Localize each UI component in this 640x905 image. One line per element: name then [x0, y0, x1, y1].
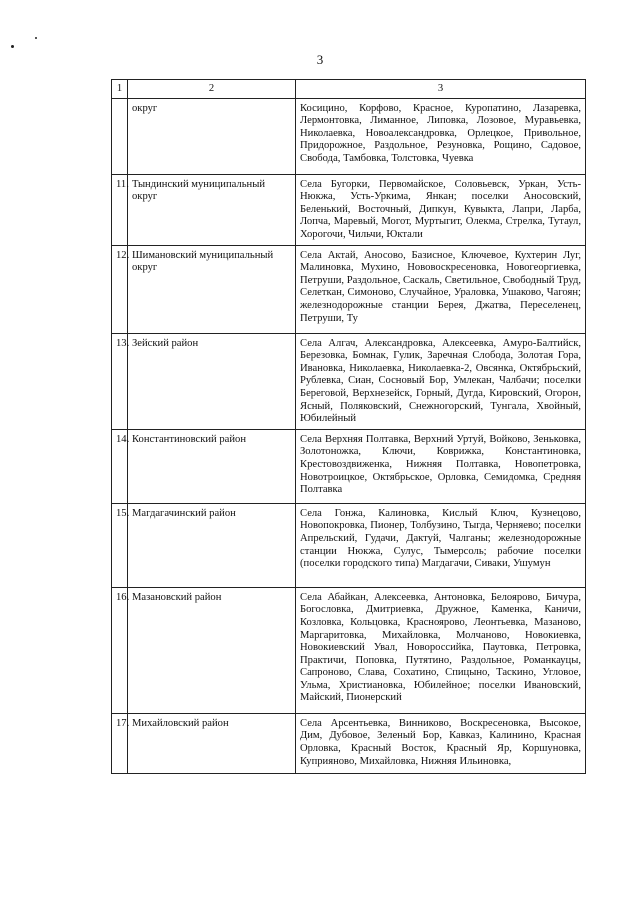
table-row	[112, 245, 586, 333]
row-number: 12.	[112, 245, 128, 333]
row-number: 17.	[112, 713, 128, 773]
district-name: Мазановский район	[128, 587, 296, 713]
table-row	[112, 98, 586, 174]
district-name: Зейский район	[128, 333, 296, 429]
settlements-list: Села Арсентьевка, Винниково, Воскресеновка, Высокое, Дим, Дубовое, Зеленый Бор, Кавказ, Калинино, Красная Орловка, Красный Восток, Красный Яр, Коршуновка, Куприяново, Михайловка, Нижняя Ильиновка,	[296, 713, 586, 773]
settlements-list: Косицино, Корфово, Красное, Куропатино, Лазаревка, Лермонтовка, Лиманное, Липовка, Лозовое, Муравьевка, Николаевка, Новоалександровка, Орлецкое, Привольное, Придорожное, Раздольное, Резуновка, Рощино, Садовое, Свобода, Тамбовка, Толстовка, Чуевка	[296, 98, 586, 174]
district-name: Тындинский муниципальный округ	[128, 174, 296, 245]
district-name: Магдагачинский район	[128, 503, 296, 587]
header-col-1: 1	[112, 80, 128, 99]
district-name: Михайловский район	[128, 713, 296, 773]
page-number: 3	[316, 52, 324, 67]
settlements-table	[111, 79, 586, 774]
header-col-2: 2	[128, 80, 296, 99]
district-name: Шимановский муниципальный округ	[128, 245, 296, 333]
row-number: 16.	[112, 587, 128, 713]
table-row	[112, 333, 586, 429]
district-name: округ	[128, 98, 296, 174]
district-name: Константиновский район	[128, 429, 296, 503]
settlements-list: Села Алгач, Александровка, Алексеевка, Амуро-Балтийск, Березовка, Бомнак, Гулик, Заречная Слобода, Золотая Гора, Ивановка, Николаевка, Николаевка-2, Овсянка, Октябрьский, Рублевка, Сиан, Сосновый Бор, Умлекан, Чалбачи; поселки Береговой, Верхнезейск, Горный, Дугда, Кировский, Огорон, Ясный, Поляковский, Снежногорский, Тунгала, Хвойный, Юбилейный	[296, 333, 586, 429]
settlements-list: Села Бугорки, Первомайское, Соловьевск, Уркан, Усть-Нюкжа, Усть-Уркима, Янкан; поселки Аносовский, Беленький, Восточный, Дипкун, Кувыкта, Лапри, Ларба, Лопча, Маревый, Могот, Муртыгит, Олекма, Стрелка, Тутаул, Хорогочи, Чильчи, Юктали	[296, 174, 586, 245]
row-number: 11.	[112, 174, 128, 245]
settlements-list: Села Абайкан, Алексеевка, Антоновка, Белоярово, Бичура, Богословка, Дмитриевка, Дружное, Каменка, Каничи, Козловка, Кольцовка, Красноярово, Леонтьевка, Мазаново, Маргаритовка, Михайловка, Молчаново, Новокиевка, Новокиевский Увал, Новороссийка, Паутовка, Петровка, Практичи, Поповка, Путятино, Раздольное, Романкауцы, Сапроново, Слава, Сохатино, Спицыно, Таскино, Угловое, Ульма, Христиановка, Юбилейное; поселки Ивановский, Майский, Пионерский	[296, 587, 586, 713]
row-number: 14.	[112, 429, 128, 503]
table-header-row	[112, 80, 586, 99]
table-row	[112, 713, 586, 773]
scan-speck	[11, 45, 14, 48]
settlements-list: Села Гонжа, Калиновка, Кислый Ключ, Кузнецово, Новопокровка, Пионер, Толбузино, Тыгда, Черняево; поселки Апрельский, Гудачи, Дактуй, Чалганы; железнодорожные станции Нюкжа, Сулус, Тымерсоль; рабочие поселки (поселки городского типа) Магдагачи, Сиваки, Ушумун	[296, 503, 586, 587]
settlements-list: Села Актай, Аносово, Базисное, Ключевое, Кухтерин Луг, Малиновка, Мухино, Нововоскресеновка, Новогеоргиевка, Петруши, Раздольное, Саскаль, Светильное, Свободный Труд, Селеткан, Симоново, Случайное, Ураловка, Ушаково, Чагоян; железнодорожные станции Берея, Джатва, Переселенец, Петруши, Ту	[296, 245, 586, 333]
row-number	[112, 98, 128, 174]
table-row	[112, 174, 586, 245]
table-row	[112, 429, 586, 503]
settlements-list: Села Верхняя Полтавка, Верхний Уртуй, Войково, Зеньковка, Золотоножка, Ключи, Коврижка, Константиновка, Крестовоздвиженка, Нижняя Полтавка, Новопетровка, Новотроицкое, Октябрьское, Орловка, Семидомка, Средняя Полтавка	[296, 429, 586, 503]
header-col-3: 3	[296, 80, 586, 99]
row-number: 13.	[112, 333, 128, 429]
table-row	[112, 503, 586, 587]
table-row	[112, 587, 586, 713]
scan-speck	[35, 37, 37, 39]
row-number: 15.	[112, 503, 128, 587]
